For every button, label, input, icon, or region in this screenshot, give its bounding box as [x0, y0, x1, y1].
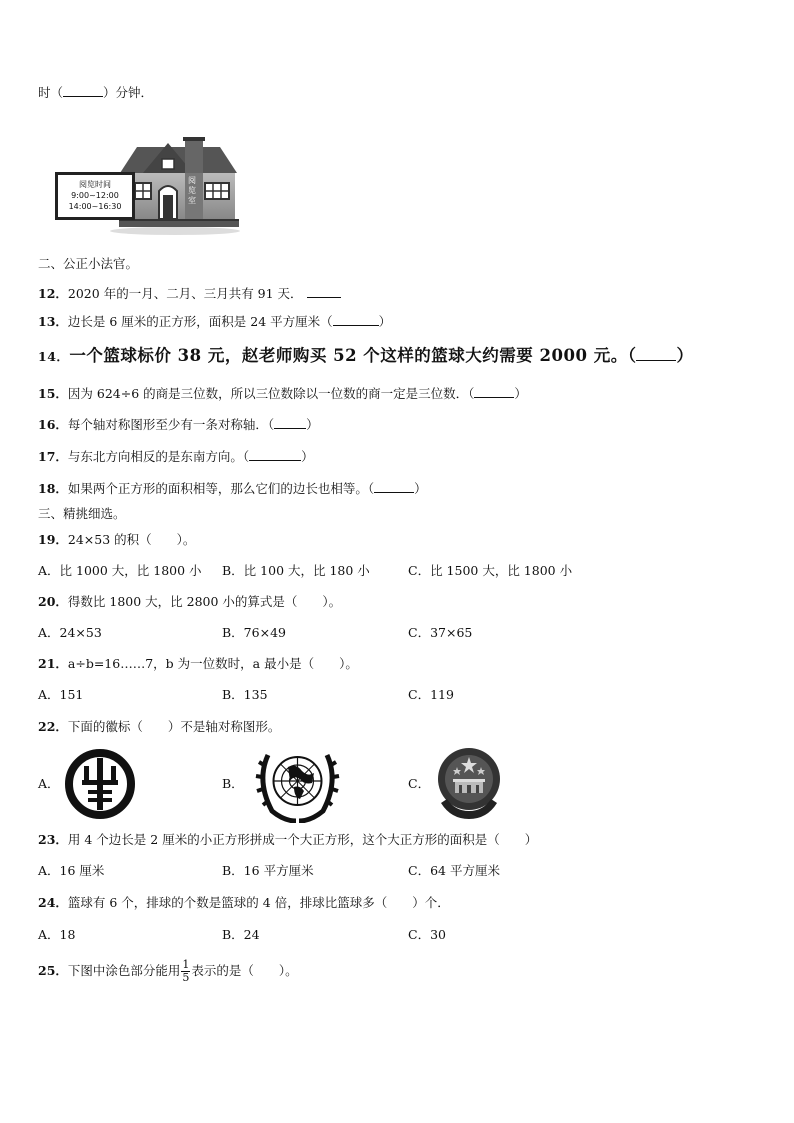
sign-time-afternoon: 14:00~16:30	[68, 202, 122, 211]
answer-blank[interactable]	[63, 84, 103, 97]
q23-option-b[interactable]: B．16 平方厘米	[222, 863, 314, 878]
answer-blank[interactable]	[374, 480, 414, 493]
fraction-numerator: 1	[182, 958, 190, 971]
q15-number: 15．	[38, 386, 68, 401]
question-22	[38, 719, 280, 735]
q11-text-end: ）分钟．	[103, 85, 154, 100]
q19-option-b[interactable]: B．比 100 大，比 180 小	[222, 563, 370, 578]
fraction-one-fifth	[181, 959, 190, 984]
q21-text: a÷b=16……7，b 为一位数时，a 最小是（ ）。	[67, 656, 358, 671]
q19-number: 19．	[38, 532, 68, 547]
q22-option-c[interactable]: C．	[408, 776, 431, 791]
q13-number: 13．	[38, 314, 68, 329]
q16-close: ）	[306, 417, 319, 432]
q22-option-b[interactable]: B．	[222, 776, 244, 791]
section-3-heading: 三、精挑细选。	[38, 506, 126, 521]
q17-number: 17．	[38, 449, 68, 464]
q14-number: 14．	[38, 349, 70, 364]
q11-tail	[38, 84, 153, 101]
sign-title: 阅览时间	[79, 180, 111, 189]
q22-option-a[interactable]: A．	[38, 776, 60, 791]
q20-option-c[interactable]: C．37×65	[408, 625, 473, 640]
bank-emblem-icon	[64, 748, 136, 820]
q21-number: 21．	[38, 656, 68, 671]
q19-text: 24×53 的积（ ）。	[67, 532, 196, 547]
q18-close: ）	[414, 481, 427, 496]
q15-close: ）	[514, 386, 527, 401]
q12-number: 12．	[38, 286, 68, 301]
q24-number: 24．	[38, 895, 68, 910]
q24-option-b[interactable]: B．24	[222, 927, 260, 942]
answer-blank[interactable]	[249, 448, 301, 461]
q13-close: ）	[378, 314, 392, 329]
q21-option-a[interactable]: A．151	[38, 687, 84, 702]
q23-text: 用 4 个边长是 2 厘米的小正方形拼成一个大正方形，这个大正方形的面积是（ ）	[67, 832, 538, 847]
q16-text: 每个轴对称图形至少有一条对称轴．（	[67, 417, 275, 432]
q23-option-a[interactable]: A．16 厘米	[38, 863, 105, 878]
answer-blank[interactable]	[333, 313, 379, 326]
q13-text: 边长是 6 厘米的正方形，面积是 24 平方厘米（	[67, 314, 333, 329]
house-label: 阅览室	[188, 176, 196, 205]
q24-option-a[interactable]: A．18	[38, 927, 76, 942]
question-15	[38, 385, 527, 402]
q18-number: 18．	[38, 481, 68, 496]
question-16	[38, 416, 319, 433]
q15-text: 因为 624÷6 的商是三位数，所以三位数除以一位数的商一定是三位数．（	[67, 386, 475, 401]
question-23	[38, 832, 537, 848]
question-17	[38, 448, 314, 465]
question-20	[38, 594, 341, 610]
q17-close: ）	[301, 449, 314, 464]
q20-option-a[interactable]: A．24×53	[38, 625, 102, 640]
q19-option-a[interactable]: A．比 1000 大，比 1800 小	[38, 563, 202, 578]
q24-option-c[interactable]: C．30	[408, 927, 446, 942]
q14-text: 一个篮球标价 38 元，赵老师购买 52 个这样的篮球大约需要 2000 元。（	[69, 346, 637, 365]
question-14	[38, 346, 693, 365]
q11-text: 时（	[38, 85, 64, 100]
section-2-heading: 二、公正小法官。	[38, 256, 139, 271]
q20-text: 得数比 1800 大，比 2800 小的算式是（ ）。	[67, 594, 342, 609]
question-13	[38, 313, 391, 330]
un-emblem-icon	[250, 743, 345, 823]
q23-option-c[interactable]: C．64 平方厘米	[408, 863, 500, 878]
answer-blank[interactable]	[636, 346, 676, 361]
question-21	[38, 656, 358, 672]
question-25	[38, 958, 298, 984]
q16-number: 16．	[38, 417, 68, 432]
q21-option-c[interactable]: C．119	[408, 687, 454, 702]
opening-hours-sign	[55, 172, 135, 220]
q25-text: 下图中涂色部分能用	[67, 963, 181, 978]
q25-text-end: 表示的是（ ）。	[191, 963, 298, 978]
national-emblem-icon	[435, 743, 503, 821]
q20-option-b[interactable]: B．76×49	[222, 625, 286, 640]
q20-number: 20．	[38, 594, 68, 609]
answer-blank[interactable]	[274, 416, 306, 429]
q25-number: 25．	[38, 963, 68, 978]
question-12	[38, 285, 341, 302]
q12-text: 2020 年的一月、二月、三月共有 91 天．	[67, 286, 303, 301]
fraction-denominator: 5	[182, 971, 190, 984]
q19-option-c[interactable]: C．比 1500 大，比 1800 小	[408, 563, 573, 578]
question-24	[38, 895, 450, 911]
question-18	[38, 480, 427, 497]
sign-time-morning: 9:00~12:00	[71, 191, 119, 200]
answer-blank[interactable]	[474, 385, 514, 398]
question-19	[38, 532, 195, 548]
q23-number: 23．	[38, 832, 68, 847]
q14-close: ）	[676, 346, 694, 365]
q22-number: 22．	[38, 719, 68, 734]
q24-text: 篮球有 6 个，排球的个数是篮球的 4 倍，排球比篮球多（ ）个．	[67, 895, 450, 910]
q18-text: 如果两个正方形的面积相等，那么它们的边长也相等。（	[67, 481, 375, 496]
answer-blank[interactable]	[307, 285, 341, 298]
q22-text: 下面的徽标（ ）不是轴对称图形。	[67, 719, 281, 734]
q21-option-b[interactable]: B．135	[222, 687, 268, 702]
q17-text: 与东北方向相反的是东南方向。（	[67, 449, 250, 464]
